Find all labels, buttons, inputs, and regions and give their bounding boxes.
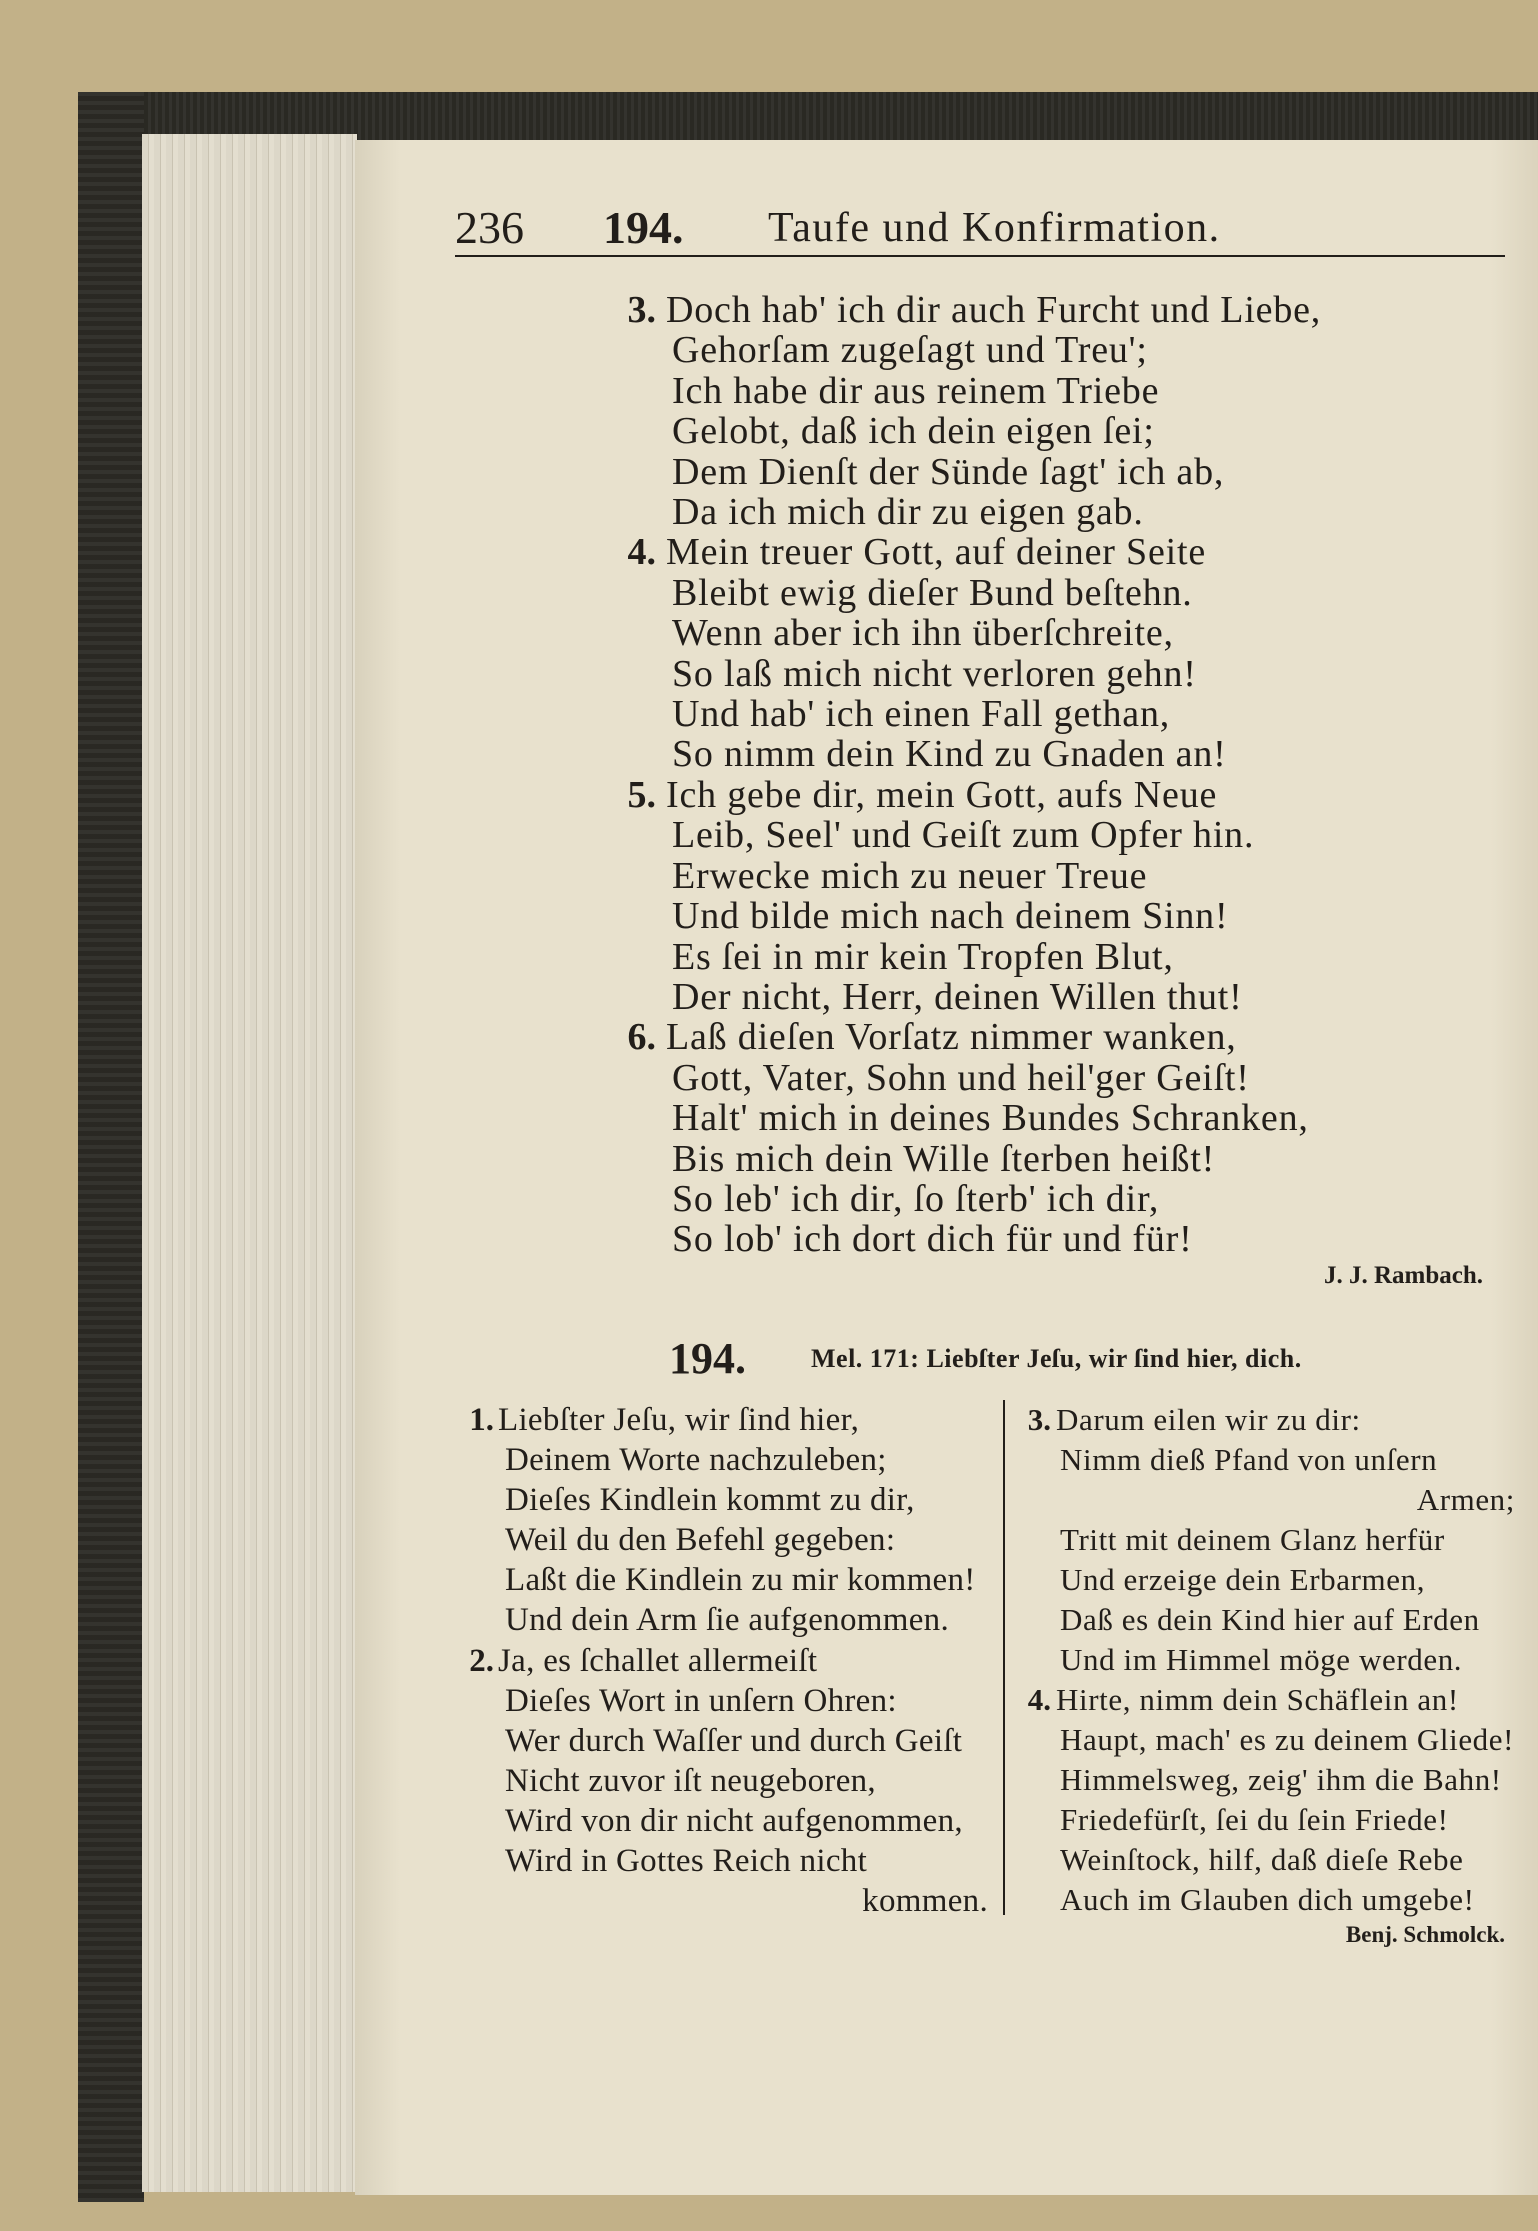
stanza-number: 3. xyxy=(627,289,656,331)
verse-line: Wird von dir nicht aufgenommen, xyxy=(505,1802,963,1839)
stanza-number: 6. xyxy=(627,1016,656,1059)
running-head-page-number: 236 xyxy=(455,202,524,253)
verse-line: Weinſtock, hilf, daß dieſe Rebe xyxy=(1060,1842,1464,1877)
verse-line: Liebſter Jeſu, wir ſind hier, xyxy=(498,1402,860,1438)
verse-line: Und dein Arm ſie aufgenommen. xyxy=(505,1602,950,1639)
verse-line: Wenn aber ich ihn überſchreite, xyxy=(672,612,1174,655)
page-stack-edges xyxy=(142,134,357,2192)
verse-line: Himmelsweg, zeig' ihm die Bahn! xyxy=(1060,1762,1502,1797)
verse-line: Da ich mich dir zu eigen gab. xyxy=(672,491,1144,534)
stanza-first-line xyxy=(612,775,1321,815)
hymn-left-column xyxy=(460,1400,988,1921)
verse-line: Ich habe dir aus reinem Triebe xyxy=(672,369,1160,412)
verse-line: So leb' ich dir, ſo ſterb' ich dir, xyxy=(672,1177,1160,1220)
verse-line: Nimm dieß Pfand von unſern xyxy=(1060,1442,1438,1477)
stanza-number: 2. xyxy=(469,1642,494,1679)
verse-line: Halt' mich in deines Bundes Schranken, xyxy=(672,1097,1309,1140)
hymn-author-attribution: J. J. Rambach. xyxy=(1323,1262,1483,1289)
verse-line: Und bilde mich nach deinem Sinn! xyxy=(672,895,1229,938)
verse-line: Deinem Worte nachzuleben; xyxy=(505,1442,887,1479)
verse-line: Ja, es ſchallet allermeiſt xyxy=(498,1642,818,1679)
stanza-number: 4. xyxy=(627,531,656,574)
verse-line: Nicht zuvor iſt neugeboren, xyxy=(505,1762,876,1799)
verse-line: Doch hab' ich dir auch Furcht und Liebe, xyxy=(666,289,1322,331)
stanza-first-line xyxy=(460,1400,988,1440)
verse-line: So lob' ich dort dich für und für! xyxy=(672,1218,1193,1261)
verse-line: Wird in Gottes Reich nicht xyxy=(505,1843,868,1880)
continued-hymn-stanzas xyxy=(612,290,1321,1260)
running-head-hymn-number: 194. xyxy=(603,202,684,253)
verse-line: So laß mich nicht verloren gehn! xyxy=(672,652,1197,695)
verse-line: Leib, Seel' und Geiſt zum Opfer hin. xyxy=(672,814,1255,857)
stanza-first-line xyxy=(612,532,1321,572)
hymn-number: 194. xyxy=(669,1334,746,1383)
verse-line: Laß dieſen Vorſatz nimmer wanken, xyxy=(666,1016,1237,1059)
verse-line: Gelobt, daß ich dein eigen ſei; xyxy=(672,410,1155,453)
hymn-right-column xyxy=(1015,1400,1515,1920)
stanza-number: 4. xyxy=(1027,1682,1051,1717)
verse-line: Ich gebe dir, mein Gott, aufs Neue xyxy=(666,773,1218,816)
header-rule xyxy=(455,255,1505,257)
verse-line: Erwecke mich zu neuer Treue xyxy=(672,854,1148,897)
stanza-first-line xyxy=(612,1017,1321,1057)
verse-line: Und hab' ich einen Fall gethan, xyxy=(672,693,1171,736)
melody-reference: Mel. 171: Liebſter Jeſu, wir ſind hier, dich. xyxy=(811,1344,1302,1373)
verse-line: Hirte, nimm dein Schäflein an! xyxy=(1056,1682,1459,1717)
stanza-number: 1. xyxy=(469,1402,494,1438)
running-head-section-title: Taufe und Konfirmation. xyxy=(768,205,1221,251)
verse-line: So nimm dein Kind zu Gnaden an! xyxy=(672,733,1227,776)
book-cover-spine-edge xyxy=(78,92,144,2202)
verse-line: Dem Dienſt der Sünde ſagt' ich ab, xyxy=(672,450,1225,493)
verse-line: Tritt mit deinem Glanz herfür xyxy=(1060,1522,1445,1557)
verse-line: Und erzeige dein Erbarmen, xyxy=(1060,1562,1426,1597)
verse-line-runover: Armen; xyxy=(1416,1482,1515,1517)
verse-line: Gehorſam zugeſagt und Treu'; xyxy=(672,329,1148,372)
stanza-first-line xyxy=(460,1641,988,1681)
verse-line: Und im Himmel möge werden. xyxy=(1060,1642,1463,1677)
verse-line: Mein treuer Gott, auf deiner Seite xyxy=(666,531,1207,574)
verse-line: Weil du den Befehl gegeben: xyxy=(505,1522,896,1559)
stanza-first-line xyxy=(1015,1680,1515,1720)
verse-line: Es ſei in mir kein Tropfen Blut, xyxy=(672,935,1174,978)
verse-line: Haupt, mach' es zu deinem Gliede! xyxy=(1060,1722,1515,1757)
stanza-first-line xyxy=(612,290,1321,330)
verse-line: Wer durch Waſſer und durch Geiſt xyxy=(505,1722,963,1759)
stanza-number: 3. xyxy=(1027,1402,1051,1437)
verse-line: Dieſes Kindlein kommt zu dir, xyxy=(505,1482,915,1519)
verse-line: Gott, Vater, Sohn und heil'ger Geiſt! xyxy=(672,1056,1250,1099)
verse-line: Daß es dein Kind hier auf Erden xyxy=(1060,1602,1480,1637)
column-divider xyxy=(1003,1400,1005,1915)
verse-line: Bleibt ewig dieſer Bund beſtehn. xyxy=(672,571,1193,614)
verse-line-runover: kommen. xyxy=(862,1883,988,1920)
verse-line: Bis mich dein Wille ſterben heißt! xyxy=(672,1137,1216,1180)
verse-line: Der nicht, Herr, deinen Willen thut! xyxy=(672,975,1243,1018)
verse-line: Friedefürſt, ſei du ſein Friede! xyxy=(1060,1802,1449,1837)
hymn-author-attribution: Benj. Schmolck. xyxy=(1345,1922,1505,1947)
verse-line: Laßt die Kindlein zu mir kommen! xyxy=(505,1562,976,1599)
stanza-first-line xyxy=(1015,1400,1515,1440)
verse-line: Darum eilen wir zu dir: xyxy=(1056,1402,1361,1437)
verse-line: Auch im Glauben dich umgebe! xyxy=(1060,1882,1475,1917)
stanza-number: 5. xyxy=(627,773,656,816)
verse-line: Dieſes Wort in unſern Ohren: xyxy=(505,1682,897,1719)
